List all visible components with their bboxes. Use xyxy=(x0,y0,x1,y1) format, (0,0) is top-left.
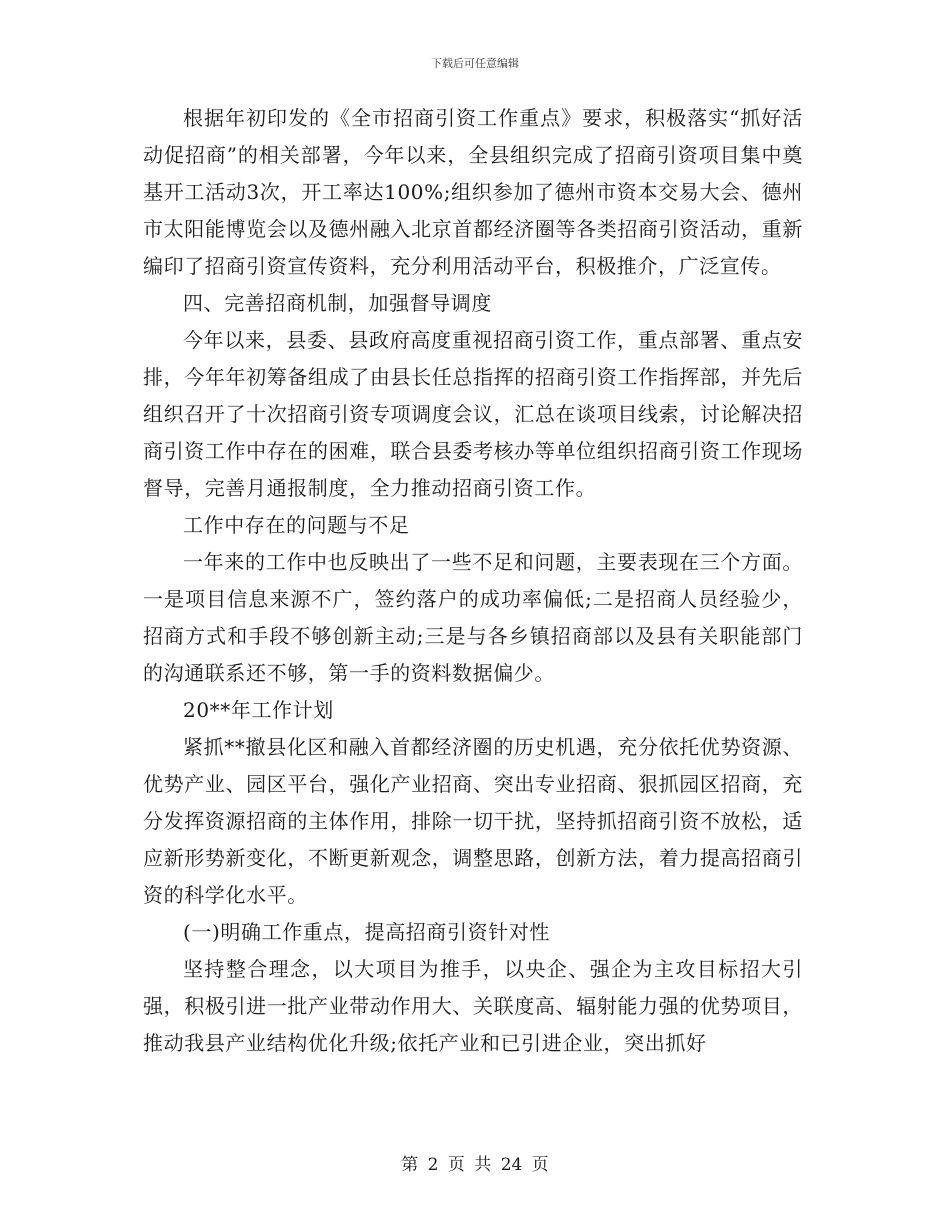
section-heading-mechanism: 四、完善招商机制，加强督导调度 xyxy=(183,291,492,315)
paragraph-work-focus: 坚持整合理念，以大项目为推手，以央企、强企为主攻目标招大引强，积极引进一批产业带动作用大、关联度高、辐射能力强的优势项目，推动我县产业结构优化升级;依托产业和已引进企业，突出抓好 xyxy=(143,957,803,1055)
section-heading-work-focus: (一)明确工作重点，提高招商引资针对性 xyxy=(183,920,551,944)
paragraph-work-plan: 紧抓**撤县化区和融入首都经济圈的历史机遇，充分依托优势资源、优势产业、园区平台，强化产业招商、突出专业招商、狠抓园区招商，充分发挥资源招商的主体作用，排除一切干扰，坚持抓招商引资不放松，适应新形势新变化，不断更新观念，调整思路，创新方法，着力提高招商引资的科学化水平。 xyxy=(143,735,803,907)
document-body xyxy=(143,100,803,1062)
paragraph-mechanism: 今年以来，县委、县政府高度重视招商引资工作，重点部署、重点安排，今年年初筹备组成了由县长任总指挥的招商引资工作指挥部，并先后组织召开了十次招商引资专项调度会议，汇总在谈项目线索，讨论解决招商引资工作中存在的困难，联合县委考核办等单位组织招商引资工作现场督导，完善月通报制度，全力推动招商引资工作。 xyxy=(143,328,803,500)
page-number: 第 2 页 共 24 页 xyxy=(401,1155,549,1175)
section-heading-work-plan: 20**年工作计划 xyxy=(183,698,334,722)
paragraph-problems: 一年来的工作中也反映出了一些不足和问题，主要表现在三个方面。一是项目信息来源不广，签约落户的成功率偏低;二是招商人员经验少，招商方式和手段不够创新主动;三是与各乡镇招商部以及县有关职能部门的沟通联系还不够，第一手的资料数据偏少。 xyxy=(143,550,803,685)
page-header-note: 下载后可任意编辑 xyxy=(431,57,519,70)
paragraph-activities: 根据年初印发的《全市招商引资工作重点》要求，积极落实“抓好活动促招商”的相关部署，今年以来，全县组织完成了招商引资项目集中奠基开工活动3次，开工率达100%;组织参加了德州市资本交易大会、德州市太阳能博览会以及德州融入北京首都经济圈等各类招商引资活动，重新编印了招商引资宣传资料，充分利用活动平台，积极推介，广泛宣传。 xyxy=(143,106,803,278)
section-heading-problems: 工作中存在的问题与不足 xyxy=(183,513,410,537)
